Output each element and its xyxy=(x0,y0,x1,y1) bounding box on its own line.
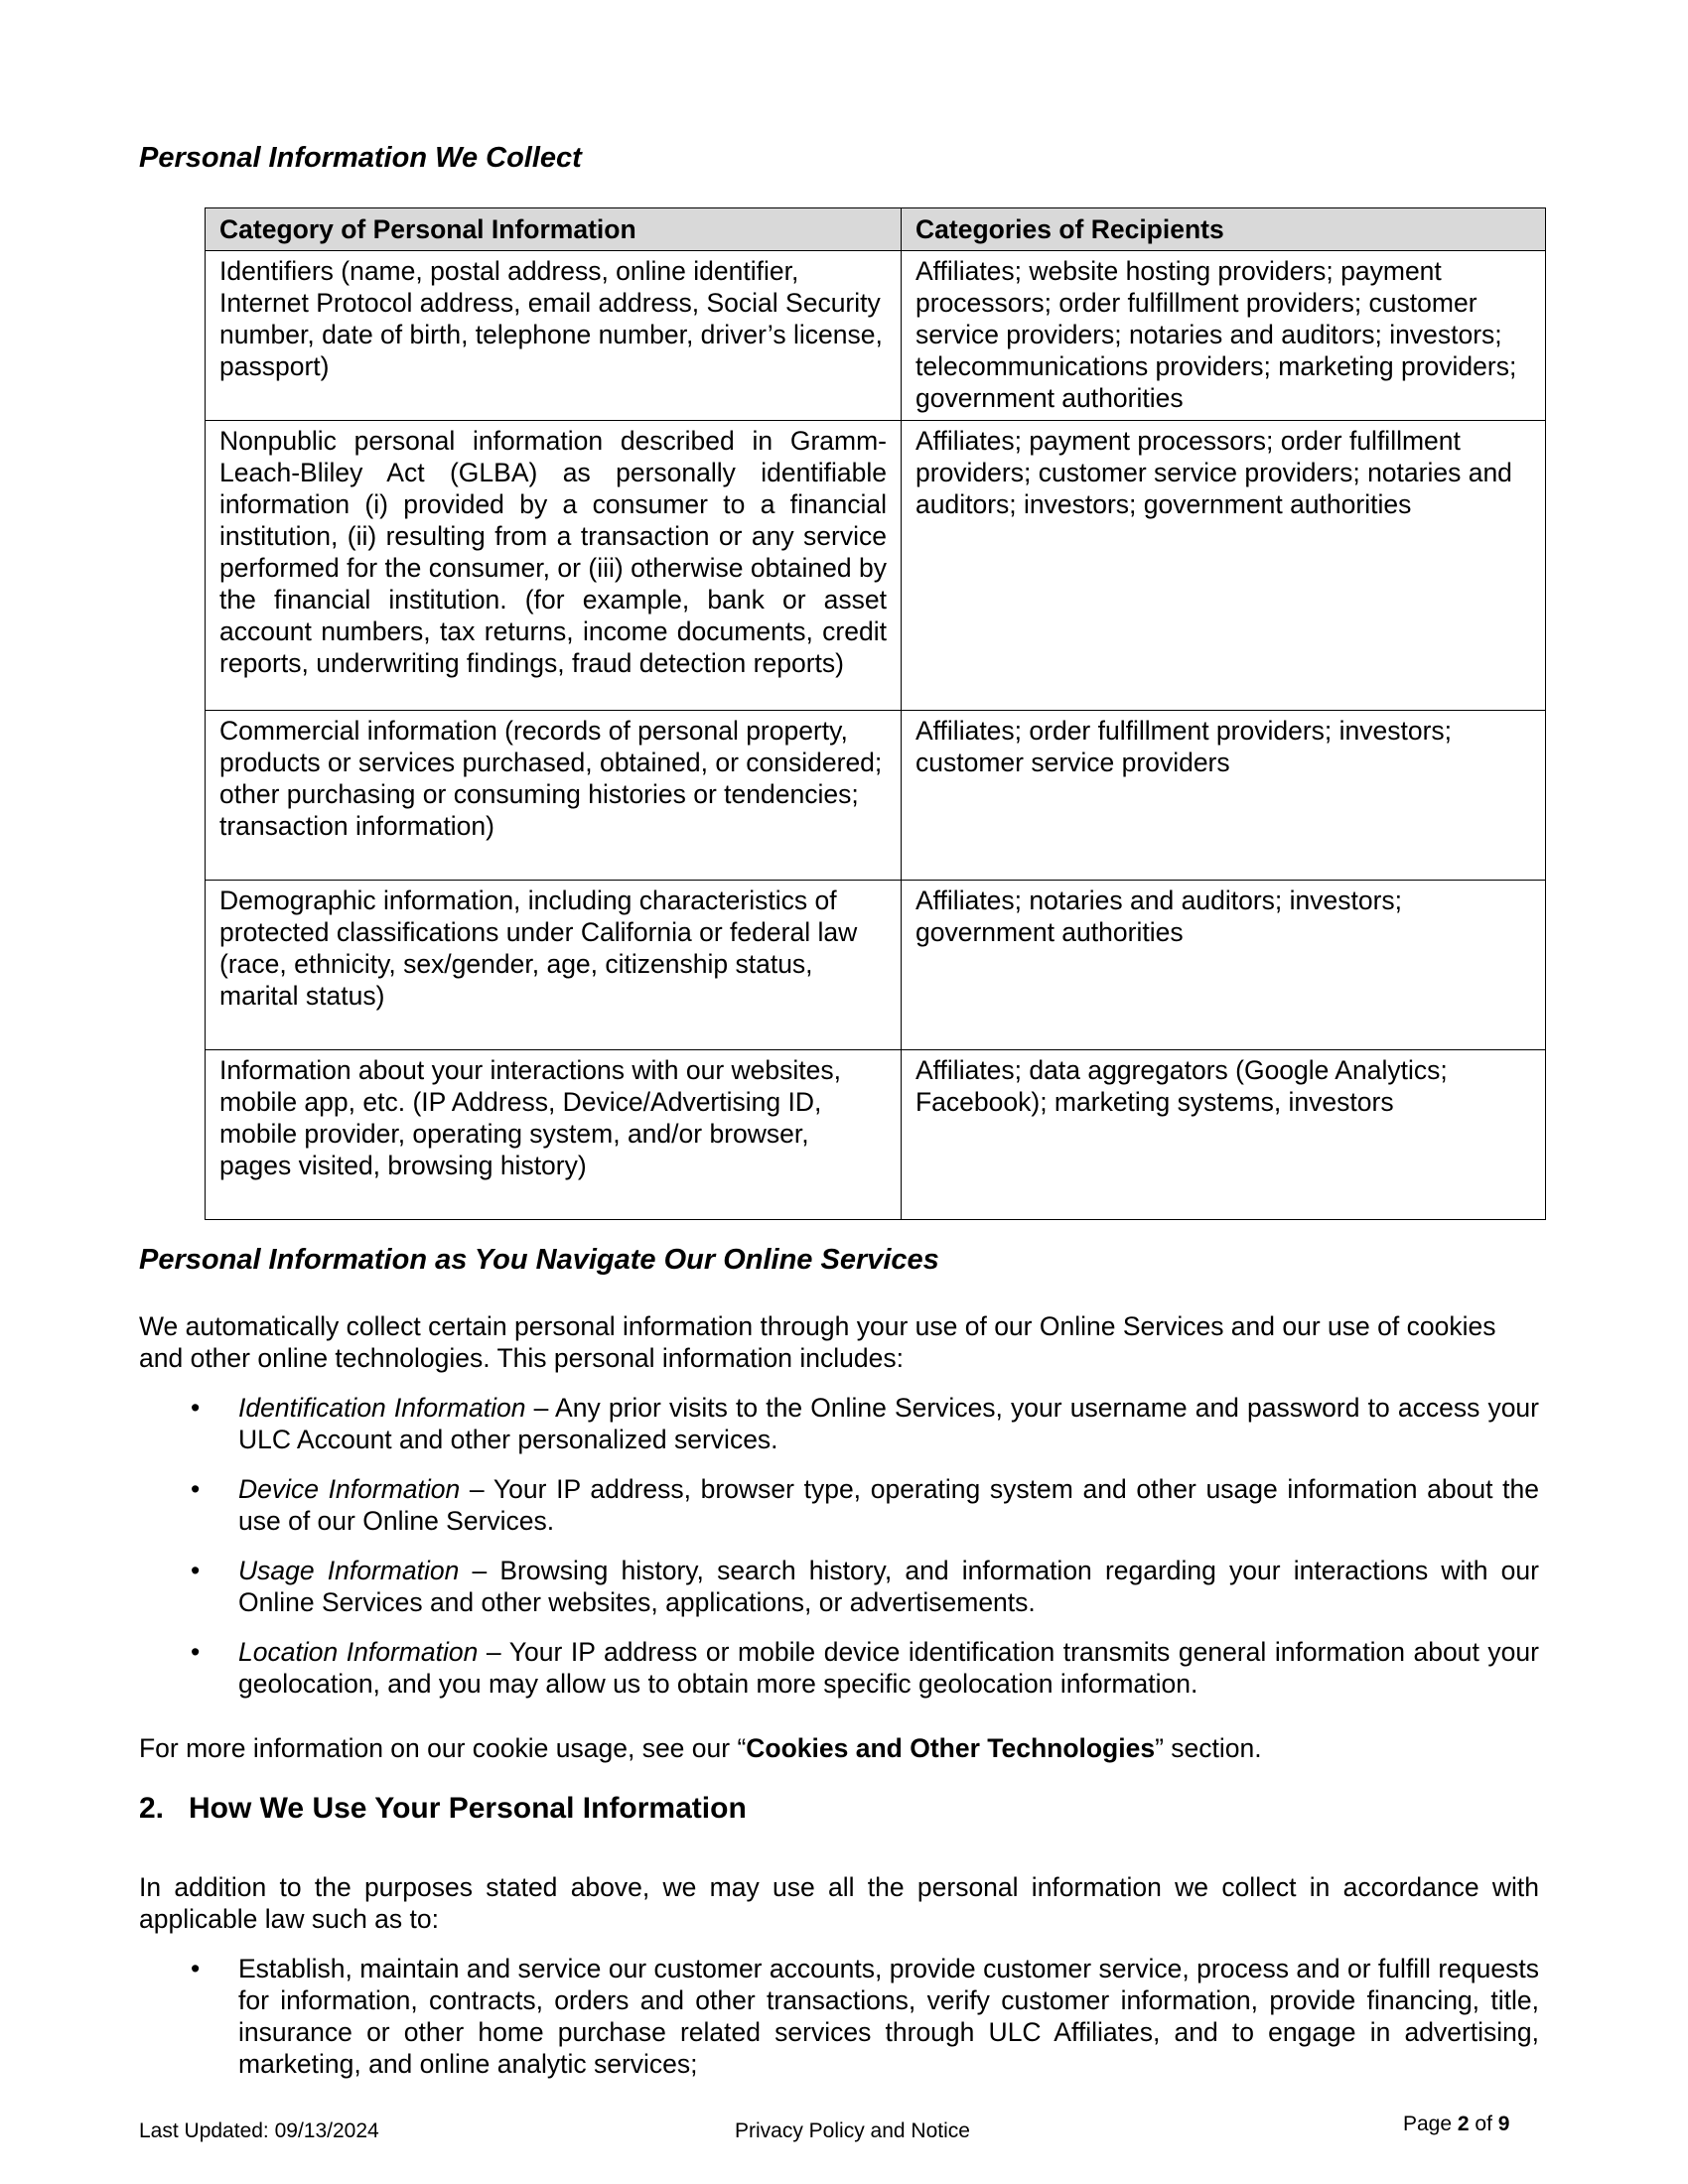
recipients-cell: Affiliates; notaries and auditors; investors; government authorities xyxy=(902,881,1546,1050)
section-number: 2. xyxy=(139,1792,165,1825)
column-header-recipients: Categories of Recipients xyxy=(902,208,1546,251)
cookie-note-suffix: ” section. xyxy=(1155,1733,1262,1763)
table-header-row xyxy=(206,208,1546,251)
list-item-text: – Your IP address or mobile device identification transmits general information about your geolocation, and you may allow us to obtain more specific geolocation information. xyxy=(238,1637,1539,1699)
category-cell: Nonpublic personal information described in Gramm-Leach-Bliley Act (GLBA) as personally identifiable information (i) provided by a consumer to a financial institution, (ii) resulting from a transaction or any service performed for the consumer, or (iii) otherwise obtained by the financial institution. (for example, bank or asset account numbers, tax returns, income documents, credit reports, underwriting findings, fraud detection reports) xyxy=(206,421,902,711)
list-item xyxy=(139,1392,1539,1455)
page-of: of xyxy=(1469,2113,1498,2135)
cookie-usage-note xyxy=(139,1732,1539,1764)
footer-document-title: Privacy Policy and Notice xyxy=(735,2119,970,2142)
heading-navigate-online-services: Personal Information as You Navigate Our Online Services xyxy=(139,1244,939,1276)
collected-information-list xyxy=(139,1392,1539,1717)
list-item-text: – Your IP address, browser type, operating system and other usage information about the use of our Online Services. xyxy=(238,1474,1539,1536)
section-2-intro-paragraph: In addition to the purposes stated above, we may use all the personal information we collect in accordance with applicable law such as to: xyxy=(139,1872,1539,1934)
list-item xyxy=(139,1555,1539,1618)
bullet-icon: • xyxy=(191,1393,201,1423)
use-purposes-list xyxy=(139,1953,1539,2098)
bullet-icon: • xyxy=(191,1474,201,1504)
list-item xyxy=(139,1953,1539,2080)
list-item-text: Establish, maintain and service our customer accounts, provide customer service, process and or fulfill requests for information, contracts, orders and other transactions, verify customer information, provide financing, title, insurance or other home purchase related services through ULC Affiliates, and to engage in advertising, marketing, and online analytic services; xyxy=(238,1954,1539,2079)
list-item-term: Location Information xyxy=(238,1637,479,1667)
recipients-cell: Affiliates; order fulfillment providers; investors; customer service providers xyxy=(902,711,1546,881)
recipients-cell: Affiliates; payment processors; order fulfillment providers; customer service providers; notaries and auditors; investors; government authorities xyxy=(902,421,1546,711)
table-row xyxy=(206,881,1546,1050)
page-current: 2 xyxy=(1457,2113,1470,2135)
cookies-section-reference: Cookies and Other Technologies xyxy=(746,1733,1156,1763)
list-item-term: Usage Information xyxy=(238,1556,460,1585)
category-cell: Commercial information (records of personal property, products or services purchased, obtained, or considered; other purchasing or consuming histories or tendencies; transaction information) xyxy=(206,711,902,881)
bullet-icon: • xyxy=(191,1556,201,1585)
heading-personal-information-we-collect: Personal Information We Collect xyxy=(139,142,582,174)
category-cell: Information about your interactions with our websites, mobile app, etc. (IP Address, Device/Advertising ID, mobile provider, operating system, and/or browser, pages visited, browsing history) xyxy=(206,1050,902,1220)
cookie-note-prefix: For more information on our cookie usage, see our “ xyxy=(139,1733,747,1763)
list-item-term: Device Information xyxy=(238,1474,461,1504)
list-item-text: – Any prior visits to the Online Services, your username and password to access your ULC Account and other personalized services. xyxy=(238,1393,1539,1454)
section-2-heading xyxy=(139,1792,747,1826)
recipients-cell: Affiliates; website hosting providers; payment processors; order fulfillment providers; customer service providers; notaries and auditors; investors; telecommunications providers; marketing providers; government authorities xyxy=(902,251,1546,421)
bullet-icon: • xyxy=(191,1637,201,1667)
list-item-text: – Browsing history, search history, and information regarding your interactions with our Online Services and other websites, applications, or advertisements. xyxy=(238,1556,1539,1617)
column-header-category: Category of Personal Information xyxy=(206,208,902,251)
page-total: 9 xyxy=(1497,2113,1510,2135)
table-row xyxy=(206,251,1546,421)
table-row xyxy=(206,421,1546,711)
table-row xyxy=(206,711,1546,881)
category-cell: Identifiers (name, postal address, online identifier, Internet Protocol address, email address, Social Security number, date of birth, telephone number, driver’s license, passport) xyxy=(206,251,902,421)
page-prefix: Page xyxy=(1403,2113,1458,2135)
list-item xyxy=(139,1473,1539,1537)
category-cell: Demographic information, including characteristics of protected classifications under California or federal law (race, ethnicity, sex/gender, age, citizenship status, marital status) xyxy=(206,881,902,1050)
table-row xyxy=(206,1050,1546,1220)
personal-information-table xyxy=(205,207,1546,1220)
footer-page-number xyxy=(1403,2113,1509,2136)
bullet-icon: • xyxy=(191,1954,201,1983)
list-item xyxy=(139,1636,1539,1700)
footer-last-updated: Last Updated: 09/13/2024 xyxy=(139,2119,379,2142)
navigate-intro-paragraph: We automatically collect certain personal information through your use of our Online Services and our use of cookies and other online technologies. This personal information includes: xyxy=(139,1311,1496,1373)
recipients-cell: Affiliates; data aggregators (Google Analytics; Facebook); marketing systems, investors xyxy=(902,1050,1546,1220)
list-item-term: Identification Information xyxy=(238,1393,526,1423)
section-title: How We Use Your Personal Information xyxy=(189,1792,747,1825)
